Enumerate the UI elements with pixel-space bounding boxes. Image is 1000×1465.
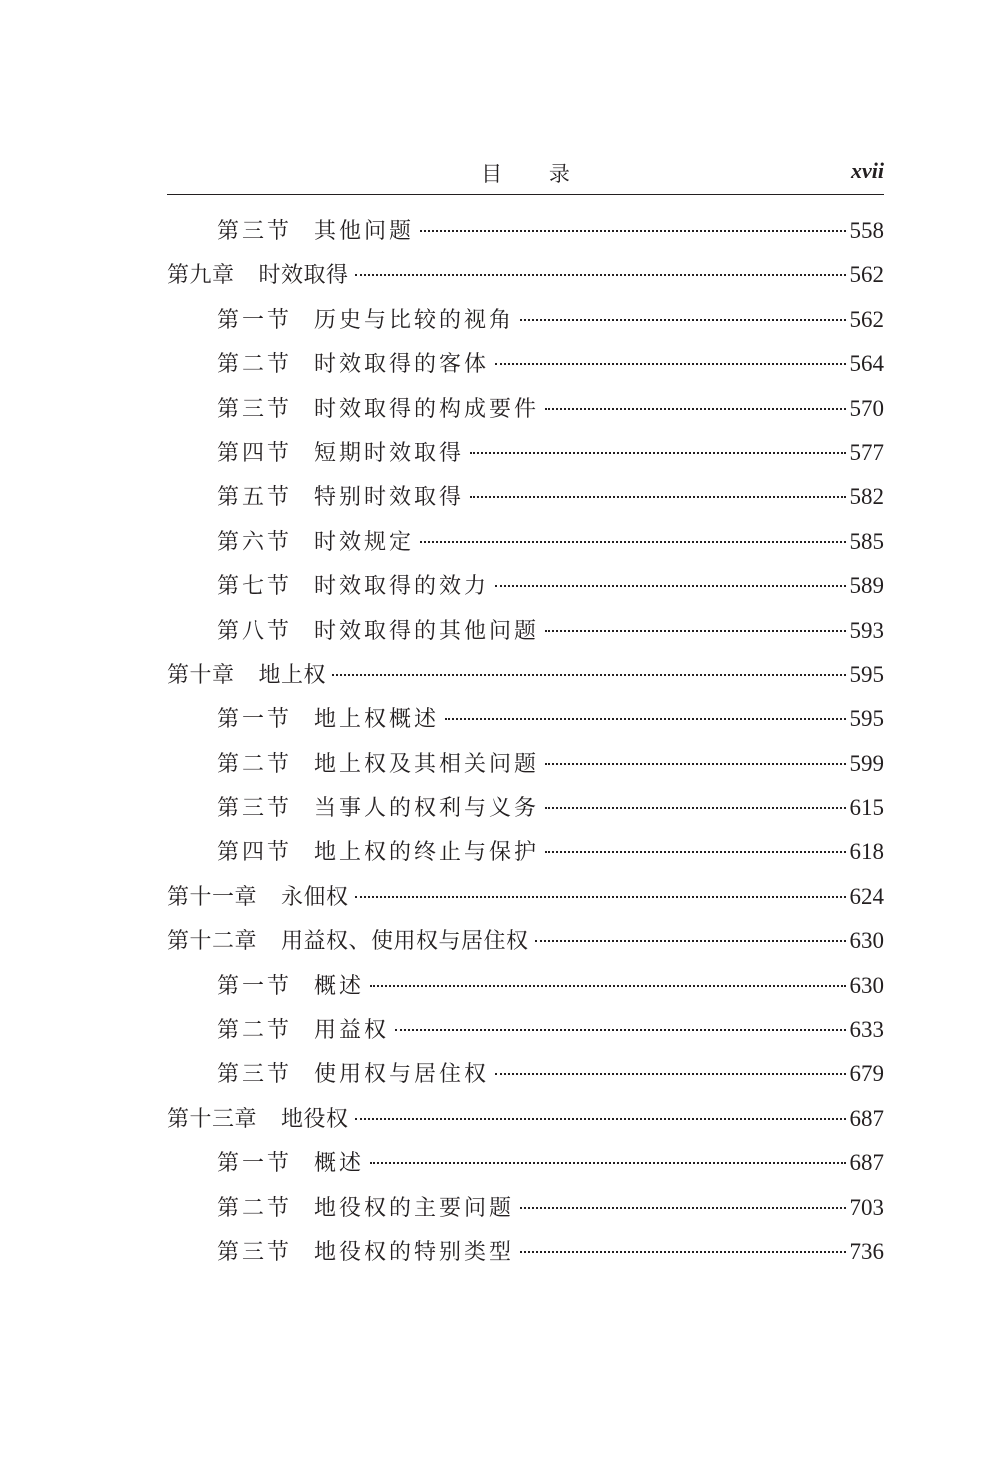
toc-entry-title: 时效取得的客体: [314, 352, 490, 378]
toc-entry-label: 第十章: [167, 662, 235, 688]
toc-section-entry: [167, 1057, 884, 1101]
toc-chapter-entry: [167, 924, 884, 968]
toc-entry-title: 时效取得的效力: [314, 574, 490, 600]
toc-dot-leader: [332, 674, 845, 676]
toc-entry-label: 第一节: [217, 1151, 293, 1177]
toc-entry-page: 679: [849, 1061, 884, 1087]
toc-section-entry: [167, 347, 884, 391]
toc-section-entry: [167, 702, 884, 746]
toc-entry-title: 用益权: [314, 1018, 390, 1044]
toc-entry-label: 第十二章: [167, 929, 258, 955]
toc-section-entry: [167, 614, 884, 658]
toc-dot-leader: [370, 1162, 845, 1164]
toc-entry-label: 第三节: [217, 1062, 293, 1088]
header-page-number: xvii: [851, 158, 884, 183]
toc-entry-page: 599: [849, 750, 884, 776]
toc-entry-label: 第二节: [217, 751, 293, 777]
toc-entry-page: 630: [849, 972, 884, 998]
toc-entry-title: 地上权的终止与保护: [314, 840, 540, 866]
toc-entry-page: 630: [849, 928, 884, 954]
toc-entry-label: 第二节: [217, 1018, 293, 1044]
toc-entry-title: 历史与比较的视角: [314, 307, 515, 333]
toc-dot-leader: [520, 319, 845, 321]
toc-dot-leader: [520, 1207, 845, 1209]
toc-dot-leader: [495, 363, 845, 365]
toc-entry-title: 永佃权: [281, 884, 349, 910]
toc-entry-title: 时效取得: [258, 263, 349, 289]
toc-dot-leader: [545, 763, 845, 765]
toc-entry-title: 地上权: [258, 662, 327, 688]
toc-entry-label: 第四节: [217, 440, 293, 466]
toc-entry-title: 当事人的权利与义务: [314, 796, 540, 822]
toc-entry-page: 703: [849, 1194, 884, 1220]
toc-entry-title: 时效规定: [314, 529, 415, 555]
toc-section-entry: [167, 969, 884, 1013]
toc-entry-label: 第九章: [167, 263, 235, 289]
toc-section-entry: [167, 1191, 884, 1235]
toc-section-entry: [167, 1013, 884, 1057]
toc-dot-leader: [355, 1118, 846, 1120]
toc-section-entry: [167, 480, 884, 524]
toc-entry-label: 第二节: [217, 352, 293, 378]
toc-chapter-entry: [167, 258, 884, 302]
toc-entry-label: 第二节: [217, 1195, 293, 1221]
toc-entry-label: 第四节: [217, 840, 293, 866]
toc-entry-label: 第八节: [217, 618, 293, 644]
toc-entry-label: 第三节: [217, 1239, 293, 1265]
toc-section-entry: [167, 747, 884, 791]
toc-entry-label: 第三节: [217, 219, 293, 244]
toc-dot-leader: [355, 274, 846, 276]
toc-section-entry: [167, 303, 884, 347]
toc-entry-title: 概述: [314, 1151, 365, 1177]
toc-entry-title: 特别时效取得: [314, 485, 465, 511]
toc-section-entry: [167, 214, 884, 258]
toc-dot-leader: [470, 496, 845, 498]
toc-chapter-entry: [167, 1102, 884, 1146]
toc-entry-page: 582: [849, 484, 884, 510]
toc-entry-page: 687: [849, 1105, 884, 1131]
toc-dot-leader: [370, 985, 845, 987]
toc-entry-page: 585: [849, 528, 884, 554]
toc-entry-page: 595: [849, 706, 884, 732]
toc-section-entry: [167, 569, 884, 613]
toc-dot-leader: [470, 452, 845, 454]
toc-entry-title: 地上权及其相关问题: [314, 751, 540, 777]
toc-entry-title: 时效取得的其他问题: [314, 618, 540, 644]
toc-entry-page: 624: [849, 883, 884, 909]
toc-dot-leader: [545, 408, 845, 410]
toc-section-entry: [167, 1235, 884, 1279]
toc-dot-leader: [495, 1073, 845, 1075]
toc-entry-label: 第一节: [217, 707, 293, 733]
toc-dot-leader: [420, 541, 845, 543]
toc-entry-page: 589: [849, 573, 884, 599]
toc-dot-leader: [535, 940, 846, 942]
table-of-contents: [167, 214, 884, 1279]
toc-entry-page: 595: [849, 661, 884, 687]
toc-entry-page: 562: [849, 306, 884, 332]
toc-dot-leader: [495, 585, 845, 587]
toc-entry-title: 其他问题: [314, 219, 415, 244]
toc-entry-page: 593: [849, 617, 884, 643]
toc-section-entry: [167, 525, 884, 569]
toc-entry-title: 时效取得的构成要件: [314, 396, 540, 422]
toc-entry-title: 短期时效取得: [314, 440, 465, 466]
toc-entry-label: 第一节: [217, 973, 293, 999]
toc-entry-page: 562: [849, 262, 884, 288]
toc-entry-label: 第一节: [217, 307, 293, 333]
toc-entry-page: 570: [849, 395, 884, 421]
toc-dot-leader: [545, 630, 845, 632]
toc-entry-page: 577: [849, 439, 884, 465]
toc-entry-title: 地役权的主要问题: [314, 1195, 515, 1221]
toc-entry-title: 概述: [314, 973, 365, 999]
toc-entry-page: 736: [849, 1238, 884, 1264]
toc-section-entry: [167, 1146, 884, 1190]
toc-entry-page: 558: [849, 218, 884, 243]
toc-dot-leader: [420, 230, 845, 232]
toc-section-entry: [167, 791, 884, 835]
toc-entry-title: 地上权概述: [314, 707, 440, 733]
toc-entry-title: 使用权与居住权: [314, 1062, 490, 1088]
toc-entry-title: 用益权、使用权与居住权: [281, 929, 529, 955]
toc-dot-leader: [545, 851, 845, 853]
toc-section-entry: [167, 392, 884, 436]
toc-entry-page: 618: [849, 839, 884, 865]
toc-section-entry: [167, 835, 884, 879]
toc-dot-leader: [395, 1029, 845, 1031]
toc-chapter-entry: [167, 880, 884, 924]
toc-entry-label: 第十三章: [167, 1106, 258, 1132]
toc-entry-label: 第六节: [217, 529, 293, 555]
header-title: 目 录: [481, 162, 590, 186]
toc-entry-page: 615: [849, 795, 884, 821]
toc-entry-label: 第三节: [217, 396, 293, 422]
toc-entry-label: 第五节: [217, 485, 293, 511]
toc-entry-title: 地役权的特别类型: [314, 1239, 515, 1265]
toc-entry-label: 第十一章: [167, 884, 258, 910]
toc-entry-page: 633: [849, 1017, 884, 1043]
toc-entry-title: 地役权: [281, 1106, 349, 1132]
toc-entry-page: 687: [849, 1150, 884, 1176]
toc-section-entry: [167, 436, 884, 480]
toc-entry-label: 第三节: [217, 796, 293, 822]
toc-dot-leader: [445, 718, 845, 720]
running-header: [167, 150, 884, 195]
toc-chapter-entry: [167, 658, 884, 702]
toc-entry-label: 第七节: [217, 574, 293, 600]
toc-entry-page: 564: [849, 351, 884, 377]
toc-dot-leader: [545, 807, 845, 809]
toc-dot-leader: [520, 1251, 845, 1253]
toc-dot-leader: [355, 896, 846, 898]
